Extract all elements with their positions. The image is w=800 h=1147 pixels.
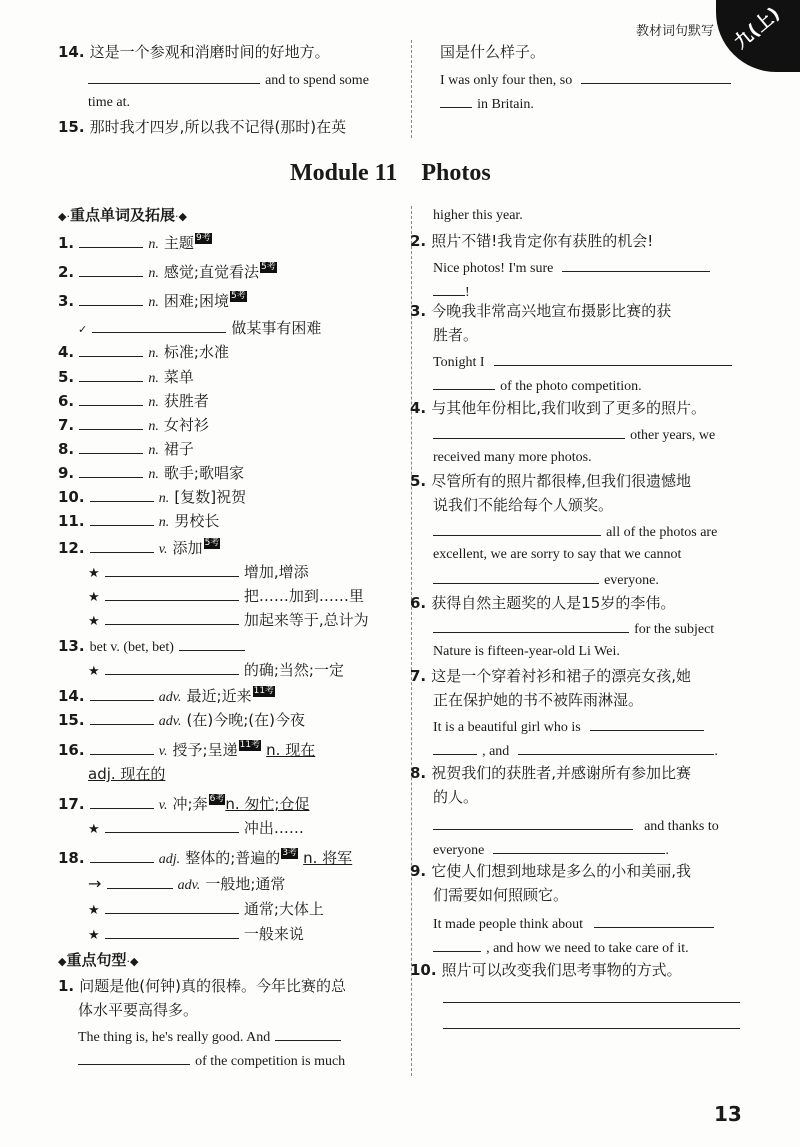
vocab-item-cn: 菜单 bbox=[163, 368, 194, 386]
vocab-item bbox=[58, 538, 220, 560]
page-number: 13 bbox=[714, 1102, 742, 1126]
vocab-item-num: 11. bbox=[58, 512, 85, 530]
s1-en-c: higher this year. bbox=[433, 208, 523, 223]
s5-cn-a: 5. 尽管所有的照片都很棒,但我们很遗憾地 bbox=[410, 472, 692, 490]
blank[interactable] bbox=[493, 839, 665, 854]
blank[interactable] bbox=[433, 618, 629, 633]
blank[interactable] bbox=[79, 342, 143, 357]
item-16: 16. v. 授予;呈递 11考 n. 现在 bbox=[58, 740, 316, 759]
blank[interactable] bbox=[594, 913, 714, 928]
add-sub-2-cn: 把……加到……里 bbox=[243, 587, 364, 605]
blank[interactable] bbox=[433, 569, 599, 584]
vocab-item-pos: n. bbox=[148, 443, 159, 458]
blank[interactable] bbox=[79, 367, 143, 382]
vocab-item-num: 5. bbox=[58, 368, 75, 386]
blank[interactable] bbox=[92, 318, 226, 333]
item-18-sub3: ★ 一般来说 bbox=[88, 925, 304, 943]
item-18-sub2: ★ 通常;大体上 bbox=[88, 900, 324, 918]
vocab-heading-label: 重点单词及拓展 bbox=[69, 206, 175, 224]
vocab-item-cn: 做某事有困难 bbox=[231, 319, 322, 337]
s9-cn-a: 9. 它使人们想到地球是多么的小和美丽,我 bbox=[410, 862, 692, 880]
vocab-item-num: 1. bbox=[58, 234, 75, 252]
item-13-sub bbox=[88, 660, 344, 682]
item-13-sub-cn: 的确;当然;一定 bbox=[243, 661, 344, 679]
blank[interactable] bbox=[90, 848, 154, 863]
blank[interactable] bbox=[581, 69, 731, 84]
exam-tag: 11考 bbox=[239, 740, 261, 750]
s5-en-c: everyone. bbox=[433, 569, 659, 591]
blank[interactable] bbox=[433, 937, 481, 952]
vocab-item-pos: v. bbox=[158, 542, 168, 557]
vocab-item-pos: n. bbox=[148, 419, 159, 434]
exam-tag: 3考 bbox=[282, 848, 298, 858]
q15-num: 15. bbox=[58, 118, 85, 136]
arrow-icon: → bbox=[88, 874, 102, 893]
vocab-item bbox=[58, 367, 194, 389]
item-14: 14. adv. 最近;近来 11考 bbox=[58, 686, 275, 705]
blank[interactable] bbox=[79, 439, 143, 454]
vocab-item-pos: n. bbox=[148, 266, 159, 281]
blank[interactable] bbox=[88, 69, 260, 84]
exam-tag: 5考 bbox=[230, 291, 246, 301]
vocab-item bbox=[58, 415, 209, 437]
s7-cn-b: 正在保护她的书不被阵雨淋湿。 bbox=[433, 691, 644, 709]
s6-cn: 6. 获得自然主题奖的人是15岁的李伟。 bbox=[410, 594, 676, 612]
vocab-heading: ◆·重点单词及拓展·◆ bbox=[58, 206, 187, 224]
s7-cn-a: 7. 这是一个穿着衬衫和裙子的漂亮女孩,她 bbox=[410, 667, 692, 685]
vocab-item-cn: 歌手;歌唱家 bbox=[163, 464, 244, 482]
item-13-text: bet v. (bet, bet) bbox=[89, 640, 174, 655]
column-divider bbox=[411, 206, 412, 1076]
add-sub-3-cn: 加起来等于,总计为 bbox=[243, 611, 369, 629]
vocab-item-pos: n. bbox=[158, 491, 170, 506]
s8-en-a: and thanks to bbox=[433, 815, 719, 837]
s2-en: Nice photos! I'm sure bbox=[433, 257, 710, 279]
sentences-heading-label: 重点句型 bbox=[66, 951, 127, 969]
blank[interactable] bbox=[105, 610, 239, 625]
blank[interactable] bbox=[562, 257, 710, 272]
add-sub-1 bbox=[88, 562, 309, 584]
star-icon: ★ bbox=[88, 590, 100, 605]
blank[interactable] bbox=[275, 1026, 341, 1041]
blank[interactable] bbox=[440, 93, 472, 108]
vocab-item-num: 4. bbox=[58, 343, 75, 361]
blank[interactable] bbox=[79, 291, 143, 306]
blank[interactable] bbox=[179, 636, 245, 651]
answer-line-2[interactable] bbox=[443, 1028, 740, 1029]
vocab-item-num: 3. bbox=[58, 292, 75, 310]
q15-cn: 那时我才四岁,所以我不记得(那时)在英 bbox=[89, 118, 347, 136]
vocab-item bbox=[58, 291, 247, 313]
blank[interactable] bbox=[90, 511, 154, 526]
blank[interactable] bbox=[79, 233, 143, 248]
vocab-item-cn: 获胜者 bbox=[163, 392, 209, 410]
add-sub-3 bbox=[88, 610, 369, 632]
q14-en-line bbox=[88, 69, 369, 91]
exam-tag: 5考 bbox=[204, 538, 220, 548]
blank[interactable] bbox=[79, 262, 143, 277]
blank[interactable] bbox=[90, 794, 154, 809]
answer-line-1[interactable] bbox=[443, 1002, 740, 1003]
vocab-item bbox=[58, 487, 246, 509]
add-sub-1-cn: 增加,增添 bbox=[243, 563, 309, 581]
column-divider-top bbox=[411, 40, 412, 138]
s1-en-a: The thing is, he's really good. And bbox=[78, 1026, 341, 1048]
vocab-item-cn: 添加 bbox=[172, 539, 203, 557]
q14-cn: 这是一个参观和消磨时间的好地方。 bbox=[89, 43, 330, 61]
blank[interactable] bbox=[433, 375, 495, 390]
item-18-sub1: → adv. 一般地;通常 bbox=[88, 874, 286, 893]
q14-num: 14. bbox=[58, 43, 85, 61]
item-16-extra2: adj. 现在的 bbox=[88, 765, 166, 783]
add-sub-2 bbox=[88, 586, 364, 608]
vocab-item-cn: [复数]祝贺 bbox=[174, 488, 247, 506]
s9-en-a: It made people think about bbox=[433, 913, 714, 935]
blank[interactable] bbox=[433, 740, 477, 755]
star-icon: ★ bbox=[88, 822, 100, 837]
module-title: Module 11 Photos bbox=[290, 160, 491, 186]
item-13: 13. bet v. (bet, bet) bbox=[58, 636, 245, 658]
vocab-item-pos: n. bbox=[148, 346, 159, 361]
vocab-item-pos: n. bbox=[148, 395, 159, 410]
blank[interactable] bbox=[494, 351, 732, 366]
vocab-item-cn: 主题 bbox=[163, 234, 194, 252]
vocab-item bbox=[58, 439, 194, 461]
blank[interactable] bbox=[105, 562, 239, 577]
exam-tag: 9考 bbox=[195, 233, 211, 243]
vocab-item bbox=[58, 463, 244, 485]
vocab-item-num: 7. bbox=[58, 416, 75, 434]
q14-en-b: time at. bbox=[88, 95, 130, 110]
vocab-item-cn: 男校长 bbox=[174, 512, 220, 530]
blank[interactable] bbox=[79, 391, 143, 406]
s8-cn-a: 8. 祝贺我们的获胜者,并感谢所有参加比赛 bbox=[410, 764, 692, 782]
s5-en-a: all of the photos are bbox=[433, 521, 717, 543]
vocab-item-pos: n. bbox=[148, 467, 159, 482]
s4-en-a: other years, we bbox=[433, 424, 715, 446]
s9-cn-b: 们需要如何照顾它。 bbox=[433, 886, 569, 904]
vocab-item-cn: 裙子 bbox=[163, 440, 194, 458]
sentences-heading: ◆重点句型·◆ bbox=[58, 951, 139, 969]
vocab-item-num: 8. bbox=[58, 440, 75, 458]
s8-en-b: everyone . bbox=[433, 839, 669, 861]
s8-cn-b: 的人。 bbox=[433, 788, 479, 806]
blank[interactable] bbox=[105, 818, 239, 833]
exam-tag: 5考 bbox=[260, 262, 276, 272]
blank[interactable] bbox=[105, 660, 239, 675]
blank[interactable] bbox=[90, 710, 154, 725]
vocab-item-cn: 女衬衫 bbox=[163, 416, 209, 434]
blank[interactable] bbox=[433, 281, 465, 296]
s3-cn-b: 胜者。 bbox=[433, 326, 479, 344]
vocab-item-cn: 感觉;直觉看法 bbox=[163, 263, 259, 281]
vocab-item-num: 2. bbox=[58, 263, 75, 281]
s3-cn-a: 3. 今晚我非常高兴地宣布摄影比赛的获 bbox=[410, 302, 672, 320]
blank[interactable] bbox=[90, 487, 154, 502]
item-17: 17. v. 冲;奔 6考n. 匆忙;仓促 bbox=[58, 794, 310, 813]
s10-cn: 10. 照片可以改变我们思考事物的方式。 bbox=[410, 961, 682, 979]
vocab-item-pos: n. bbox=[158, 515, 170, 530]
blank[interactable] bbox=[433, 521, 601, 536]
vocab-item-pos: n. bbox=[148, 295, 159, 310]
s4-en-b: received many more photos. bbox=[433, 450, 592, 465]
top-right-en-b-line bbox=[440, 93, 534, 115]
s2-end: ! bbox=[433, 281, 470, 303]
vocab-item bbox=[58, 391, 209, 413]
vocab-item bbox=[58, 262, 277, 284]
s7-en-b: , and . bbox=[433, 740, 718, 762]
grade-tab bbox=[716, 0, 800, 72]
blank[interactable] bbox=[433, 815, 633, 830]
item-15: 15. adv. (在)今晚;(在)今夜 bbox=[58, 711, 306, 729]
grade-tab-label: 九(上) bbox=[730, 3, 785, 54]
blank[interactable] bbox=[105, 899, 239, 914]
star-icon: ★ bbox=[88, 566, 100, 581]
s1-en-b: of the competition is much bbox=[78, 1050, 345, 1072]
blank[interactable] bbox=[518, 740, 714, 755]
s3-en-a: Tonight I bbox=[433, 351, 732, 373]
top-right-en-a-line bbox=[440, 69, 731, 91]
s6-en-b: Nature is fifteen-year-old Li Wei. bbox=[433, 644, 620, 659]
top-right-cn: 国是什么样子。 bbox=[440, 43, 546, 61]
s1-cn-a: 1. 问题是他(何钟)真的很棒。今年比赛的总 bbox=[58, 977, 346, 995]
vocab-item-num: 6. bbox=[58, 392, 75, 410]
vocab-item-pos: n. bbox=[148, 371, 159, 386]
blank[interactable] bbox=[590, 716, 704, 731]
blank[interactable] bbox=[90, 686, 154, 701]
blank[interactable] bbox=[79, 463, 143, 478]
vocab-item-num: 12. bbox=[58, 539, 85, 557]
top-right-en-a: I was only four then, so bbox=[440, 73, 573, 88]
blank[interactable] bbox=[90, 538, 154, 553]
s5-en-b: excellent, we are sorry to say that we cannot bbox=[433, 547, 682, 562]
star-icon: ★ bbox=[88, 664, 100, 679]
blank[interactable] bbox=[90, 740, 154, 755]
blank[interactable] bbox=[433, 424, 625, 439]
top-q15 bbox=[58, 117, 346, 137]
vocab-item: ✓ 做某事有困难 bbox=[78, 319, 322, 337]
blank[interactable] bbox=[79, 415, 143, 430]
vocab-item-num: 10. bbox=[58, 488, 85, 506]
header-book-label: 教材词句默写 bbox=[636, 24, 715, 39]
item-18: 18. adj. 整体的;普遍的 3考 n. 将军 bbox=[58, 848, 353, 867]
s7-en-a: It is a beautiful girl who is bbox=[433, 716, 704, 738]
star-icon: ★ bbox=[88, 614, 100, 629]
vocab-item bbox=[58, 511, 219, 533]
exam-tag: 11考 bbox=[253, 686, 275, 696]
s1-cn-b: 体水平要高得多。 bbox=[78, 1001, 199, 1019]
blank[interactable] bbox=[105, 586, 239, 601]
vocab-item bbox=[58, 342, 229, 364]
s4-cn: 4. 与其他年份相比,我们收到了更多的照片。 bbox=[410, 399, 707, 417]
vocab-item bbox=[58, 233, 212, 255]
vocab-item-pos: n. bbox=[148, 237, 159, 252]
s5-cn-b: 说我们不能给每个人颁奖。 bbox=[433, 496, 614, 514]
s9-en-b: , and how we need to take care of it. bbox=[433, 937, 689, 959]
star-icon: ★ bbox=[88, 903, 100, 918]
star-icon: ★ bbox=[88, 928, 100, 943]
vocab-item-num: 9. bbox=[58, 464, 75, 482]
vocab-item-cn: 困难;困境 bbox=[163, 292, 229, 310]
blank[interactable] bbox=[78, 1050, 190, 1065]
q14-en-a: and to spend some bbox=[265, 73, 369, 88]
blank[interactable] bbox=[107, 874, 173, 889]
s6-en-a: for the subject bbox=[433, 618, 714, 640]
s2-cn: 2. 照片不错!我肯定你有获胜的机会! bbox=[410, 232, 654, 250]
blank[interactable] bbox=[105, 924, 239, 939]
top-right-en-b: in Britain. bbox=[477, 97, 534, 112]
exam-tag: 6考 bbox=[209, 794, 225, 804]
vocab-item-cn: 标准;水准 bbox=[163, 343, 229, 361]
item-17-sub: ★ 冲出…… bbox=[88, 819, 304, 837]
s3-en-b: of the photo competition. bbox=[433, 375, 642, 397]
top-q14 bbox=[58, 42, 330, 62]
